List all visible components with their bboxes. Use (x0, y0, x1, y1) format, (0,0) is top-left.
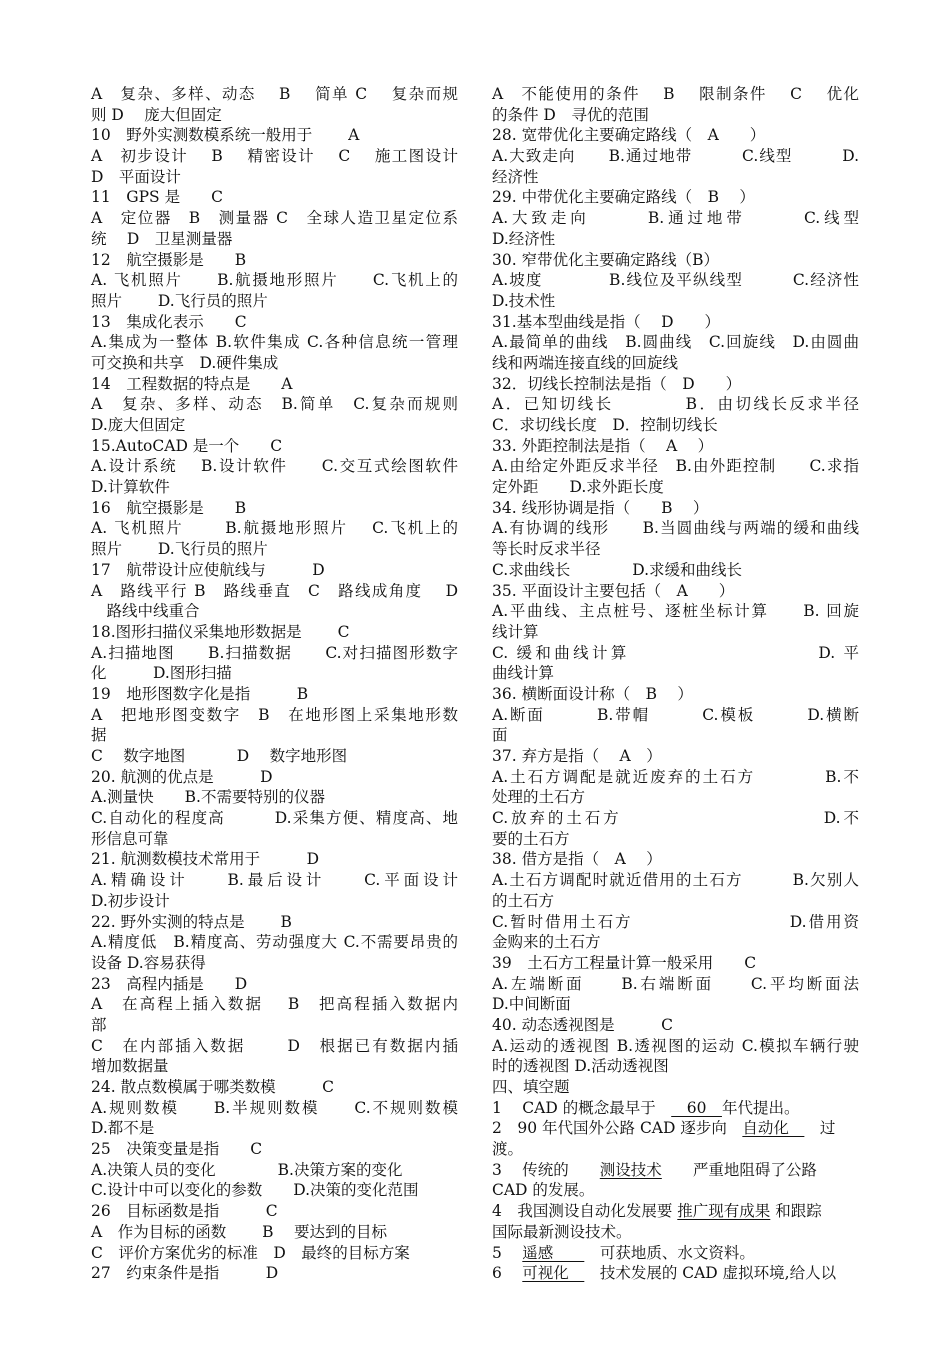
text-line (91, 643, 458, 664)
text-line (492, 663, 859, 684)
text-line (91, 1139, 458, 1160)
text-line (91, 1201, 458, 1222)
line-text: 11 GPS 是 C (91, 188, 223, 207)
line-text: 34. 线形协调是指（ B ） (492, 498, 709, 517)
line-text: 的条件 D 寻优的范围 (492, 105, 649, 124)
text-line (91, 436, 458, 457)
text-line (91, 974, 458, 995)
text-line (492, 415, 859, 436)
text-line (91, 229, 458, 250)
text-line (91, 415, 458, 436)
line-text: 16 航空摄影是 B (91, 498, 247, 517)
line-text: 26 目标函数是指 C (91, 1202, 278, 1221)
text-line (91, 1180, 458, 1201)
text-line (91, 684, 458, 705)
line-text: D.都不是 (91, 1119, 155, 1138)
text-line (492, 725, 859, 746)
text-line (492, 808, 859, 829)
text-line (91, 601, 458, 622)
line-text: A.决策人员的变化 B.决策方案的变化 (91, 1160, 403, 1179)
line-text: A.精确设计 B.最后设计 C.平面设计 (91, 871, 458, 890)
line-text: C.暂时借用土石方 D.借用资 (492, 912, 859, 931)
text-line (91, 953, 458, 974)
line-text: CAD 的发展。 (492, 1181, 595, 1200)
line-text: 2 90 年代国外公路 CAD 逐步向 (492, 1119, 743, 1138)
line-text: 则 D 庞大但固定 (91, 105, 222, 124)
text-line (91, 1056, 458, 1077)
text-line (91, 394, 458, 415)
line-text: A 初步设计 B 精密设计 C 施工图设计 (91, 147, 458, 166)
line-text: A 复杂、多样、动态 B.简单 C.复杂而规则 (91, 395, 458, 414)
line-text: 定外距 D.求外距长度 (492, 478, 664, 497)
text-line (492, 1263, 859, 1284)
line-text: 3 传统的 (492, 1160, 600, 1179)
text-line (91, 456, 458, 477)
line-text: A.精度低 B.精度高、劳动强度大 C.不需要昂贵的 (91, 933, 458, 952)
line-text: A.平曲线、主点桩号、逐桩坐标计算 B. 回旋 (492, 602, 859, 621)
text-line (492, 394, 859, 415)
fill-blank-answer: 60 (671, 1098, 722, 1117)
text-line (492, 84, 859, 105)
text-line (492, 1139, 859, 1160)
text-line (492, 436, 859, 457)
line-text: A.测量快 B.不需要特别的仪器 (91, 788, 325, 807)
line-text: A.最简单的曲线 B.圆曲线 C.回旋线 D.由圆曲 (492, 333, 859, 352)
line-text: 要的土石方 (492, 829, 570, 848)
line-text: 4 我国测设自动化发展要 (492, 1202, 678, 1221)
line-text: C.设计中可以变化的参数 D.决策的变化范围 (91, 1181, 419, 1200)
line-text: 39 土石方工程量计算一般采用 C (492, 953, 757, 972)
text-line (492, 684, 859, 705)
text-line (492, 1118, 859, 1139)
line-text: A.运动的透视图 B.透视图的运动 C.模拟车辆行驶 (492, 1036, 859, 1055)
text-line (91, 477, 458, 498)
text-line (492, 353, 859, 374)
text-line (91, 1222, 458, 1243)
line-text: 21. 航测数模技术常用于 D (91, 850, 320, 869)
text-line (91, 912, 458, 933)
line-text: 照片 D.飞行员的照片 (91, 540, 268, 559)
text-line (492, 518, 859, 539)
line-text: D.初步设计 (91, 891, 170, 910)
line-text-tail: 技术发展的 CAD 虚拟环境,给人以 (584, 1264, 837, 1283)
line-text: A.规则数模 B.半规则数模 C.不规则数模 (91, 1098, 458, 1117)
line-text: 33. 外距控制法是指（ A ） (492, 436, 714, 455)
left-column (91, 84, 458, 1284)
fill-blank-answer: 自动化 (742, 1119, 805, 1138)
text-line (91, 1036, 458, 1057)
line-text: 6 (492, 1264, 523, 1283)
line-text: 32．切线长控制法是指（ D ） (492, 374, 742, 393)
text-line (91, 539, 458, 560)
line-text: D.技术性 (492, 291, 556, 310)
line-text-tail: 严重地阻碍了公路 (661, 1160, 817, 1179)
line-text-tail: 和跟踪 (770, 1202, 822, 1221)
line-text: 四、填空题 (492, 1078, 570, 1096)
text-line (91, 84, 458, 105)
text-line (91, 1160, 458, 1181)
line-text: 国际最新测设技术。 (492, 1222, 632, 1241)
line-text: 22. 野外实测的特点是 B (91, 912, 292, 931)
text-line (91, 705, 458, 726)
text-line (91, 146, 458, 167)
text-line (91, 187, 458, 208)
line-text: 27 约束条件是指 D (91, 1264, 279, 1283)
text-line (492, 1098, 859, 1119)
line-text: 20. 航测的优点是 D (91, 767, 273, 786)
line-text: A 复杂、多样、动态 B 简单 C 复杂而规 (91, 85, 458, 103)
text-line (91, 1263, 458, 1284)
line-text: 金购来的土石方 (492, 933, 601, 952)
text-line (492, 1243, 859, 1264)
text-line (492, 1036, 859, 1057)
line-text: D.中间断面 (492, 995, 571, 1014)
line-text: C 在内部插入数据 D 根据已有数据内插 (91, 1036, 458, 1055)
text-line (492, 477, 859, 498)
line-text: 14 工程数据的特点是 A (91, 374, 293, 393)
text-line (91, 105, 458, 126)
text-line (91, 1243, 458, 1264)
line-text: A.断面 B.带帽 C.模板 D.横断 (492, 705, 859, 724)
text-line (492, 498, 859, 519)
text-line (492, 146, 859, 167)
text-line (91, 829, 458, 850)
line-text: A 路线平行 B 路线垂直 C 路线成角度 D (91, 581, 458, 600)
line-text: A.大致走向 B.通过地带 C.线型 D. (492, 147, 859, 166)
text-line (492, 953, 859, 974)
text-line (91, 1118, 458, 1139)
line-text: A 在高程上插入数据 B 把高程插入数据内 (91, 995, 458, 1014)
line-text: A.有协调的线形 B.当圆曲线与两端的缓和曲线 (492, 519, 859, 538)
line-text: 30. 窄带优化主要确定路线（B） (492, 250, 719, 269)
text-line (492, 291, 859, 312)
line-text: D 平面设计 (91, 167, 181, 186)
line-text: A.土石方调配是就近废弃的土石方 B.不 (492, 767, 859, 786)
text-line (492, 994, 859, 1015)
line-text: C 数字地图 D 数字地形图 (91, 747, 348, 765)
text-line (91, 498, 458, 519)
line-text: 1 CAD 的概念最早于 (492, 1098, 672, 1117)
text-line (492, 746, 859, 767)
line-text: 19 地形图数字化是指 B (91, 684, 309, 703)
line-text: 部 (91, 1015, 107, 1034)
line-text: 统 D 卫星测量器 (91, 229, 233, 248)
text-line (492, 1201, 859, 1222)
text-line (492, 539, 859, 560)
line-text: D.庞大但固定 (91, 416, 186, 434)
text-line (492, 1015, 859, 1036)
line-text: 5 (492, 1243, 523, 1262)
line-text: D.计算软件 (91, 478, 170, 497)
text-line (91, 167, 458, 188)
line-text: A．已知切线长 B．由切线长反求半径 (492, 395, 859, 414)
text-line (91, 208, 458, 229)
text-line (91, 1015, 458, 1036)
line-text: A 定位器 B 测量器 C 全球人造卫星定位系 (91, 209, 458, 228)
text-line (91, 725, 458, 746)
line-text: 35. 平面设计主要包括（ A ） (492, 581, 735, 600)
line-text: A. 飞机照片 B.航摄地形照片 C.飞机上的 (91, 519, 458, 538)
text-line (492, 250, 859, 271)
line-text: 线计算 (492, 622, 539, 641)
line-text: 线和两端连接直线的回旋线 (492, 353, 679, 372)
line-text: 设备 D.容易获得 (91, 953, 206, 972)
text-line (91, 808, 458, 829)
text-line (91, 891, 458, 912)
line-text: 的土石方 (492, 891, 555, 910)
line-text: A 不能使用的条件 B 限制条件 C 优化 (492, 85, 859, 103)
line-text: 化 D.图形扫描 (91, 664, 232, 683)
line-text: A 把地形图变数字 B 在地形图上采集地形数 (91, 705, 458, 724)
fill-blank-answer: 测设技术 (599, 1160, 662, 1179)
text-line (91, 787, 458, 808)
text-line (91, 581, 458, 602)
line-text: 18.图形扫描仪采集地形数据是 C (91, 622, 350, 641)
line-text: 31.基本型曲线是指（ D ） (492, 312, 721, 331)
text-line (492, 622, 859, 643)
line-text: 15.AutoCAD 是一个 C (91, 436, 283, 455)
line-text: 40. 动态透视图是 C (492, 1015, 673, 1034)
line-text: 12 航空摄影是 B (91, 250, 247, 269)
text-line (492, 1180, 859, 1201)
text-line (91, 353, 458, 374)
text-line (492, 932, 859, 953)
text-line (492, 912, 859, 933)
text-line (91, 125, 458, 146)
line-text: C．求切线长度 D．控制切线长 (492, 416, 718, 434)
text-line (492, 601, 859, 622)
text-line (492, 208, 859, 229)
text-line (492, 849, 859, 870)
text-line (492, 581, 859, 602)
text-line (91, 622, 458, 643)
line-text: 增加数据量 (91, 1057, 169, 1076)
line-text: 渡。 (492, 1140, 524, 1159)
text-line (91, 1077, 458, 1098)
line-text: C.求曲线长 D.求缓和曲线长 (492, 560, 743, 579)
fill-blank-answer: 推广现有成果 (677, 1202, 771, 1221)
line-text: A. 飞机照片 B.航摄地形照片 C.飞机上的 (91, 271, 458, 290)
text-line (492, 643, 859, 664)
line-text: 13 集成化表示 C (91, 312, 247, 331)
line-text: A.土石方调配时就近借用的土石方 B.欠别人 (492, 871, 859, 890)
line-text: 29. 中带优化主要确定路线（ B ） (492, 188, 755, 207)
text-line (492, 167, 859, 188)
line-text: C.自动化的程度高 D.采集方便、精度高、地 (91, 809, 458, 828)
text-line (91, 870, 458, 891)
line-text-tail: 年代提出。 (721, 1098, 800, 1117)
text-line (492, 1160, 859, 1181)
line-text: A.扫描地图 B.扫描数据 C.对扫描图形数字 (91, 643, 458, 662)
line-text: C. 缓和曲线计算 D. 平 (492, 643, 859, 662)
text-line (492, 829, 859, 850)
line-text: A.坡度 B.线位及平纵线型 C.经济性 (492, 271, 859, 290)
text-line (492, 974, 859, 995)
text-line (91, 560, 458, 581)
line-text-tail: 可获地质、水文资料。 (584, 1243, 755, 1262)
line-text: 可交换和共享 D.硬件集成 (91, 353, 279, 372)
line-text: 28. 宽带优化主要确定路线（ A ） (492, 126, 766, 145)
text-line (492, 332, 859, 353)
line-text: A.由给定外距反求半径 B.由外距控制 C.求指 (492, 457, 859, 476)
text-line (91, 994, 458, 1015)
line-text: A.设计系统 B.设计软件 C.交互式绘图软件 (91, 457, 458, 476)
text-line (91, 849, 458, 870)
fill-blank-answer: 可视化 (522, 1264, 585, 1283)
text-line (492, 767, 859, 788)
line-text: C 评价方案优劣的标准 D 最终的目标方案 (91, 1243, 410, 1262)
line-text: 37. 弃方是指（ A ） (492, 747, 662, 765)
text-line (492, 1056, 859, 1077)
line-text: 时的透视图 D.活动透视图 (492, 1057, 669, 1076)
line-text: D.经济性 (492, 229, 556, 248)
text-line (492, 187, 859, 208)
line-text: A.左端断面 B.右端断面 C.平均断面法 (492, 974, 859, 993)
line-text: 照片 D.飞行员的照片 (91, 291, 268, 310)
text-line (492, 456, 859, 477)
line-text-tail: 过 (804, 1119, 836, 1138)
line-text: 处理的土石方 (492, 788, 586, 807)
text-line (492, 891, 859, 912)
text-line (492, 705, 859, 726)
line-text: 经济性 (492, 167, 539, 186)
text-line (91, 746, 458, 767)
text-line (91, 270, 458, 291)
line-text: 25 决策变量是指 C (91, 1140, 263, 1159)
text-line (492, 374, 859, 395)
line-text: 23 高程内插是 D (91, 974, 248, 993)
line-text: 曲线计算 (492, 664, 555, 683)
text-line (492, 105, 859, 126)
line-text: 17 航带设计应使航线与 D (91, 560, 325, 579)
text-line (91, 374, 458, 395)
text-line (492, 229, 859, 250)
fill-blank-answer: 遥感 (522, 1243, 585, 1262)
text-line (91, 312, 458, 333)
text-line (91, 767, 458, 788)
text-line (91, 932, 458, 953)
line-text: 面 (492, 726, 508, 745)
text-line (492, 270, 859, 291)
text-line (91, 291, 458, 312)
text-line (91, 332, 458, 353)
line-text: 24. 散点数模属于哪类数模 C (91, 1078, 334, 1096)
text-line (91, 250, 458, 271)
line-text: A 作为目标的函数 B 要达到的目标 (91, 1222, 387, 1241)
text-line (492, 560, 859, 581)
line-text: 据 (91, 726, 107, 745)
line-text: A.大致走向 B.通过地带 C.线型 (492, 209, 859, 228)
line-text: 路线中线重合 (91, 602, 200, 621)
text-line (91, 518, 458, 539)
text-line (492, 1222, 859, 1243)
line-text: 等长时反求半径 (492, 540, 601, 559)
line-text: 10 野外实测数模系统一般用于 A (91, 126, 360, 145)
line-text: C.放弃的土石方 D.不 (492, 809, 859, 828)
text-line (492, 312, 859, 333)
line-text: 形信息可靠 (91, 829, 169, 848)
text-line (492, 870, 859, 891)
line-text: A.集成为一整体 B.软件集成 C.各种信息统一管理 (91, 333, 458, 352)
text-line (492, 125, 859, 146)
text-line (91, 1098, 458, 1119)
text-line (492, 1077, 859, 1098)
text-line (492, 787, 859, 808)
line-text: 38. 借方是指（ A ） (492, 850, 662, 869)
right-column (492, 84, 859, 1284)
text-line (91, 663, 458, 684)
line-text: 36. 横断面设计称（ B ） (492, 684, 693, 703)
